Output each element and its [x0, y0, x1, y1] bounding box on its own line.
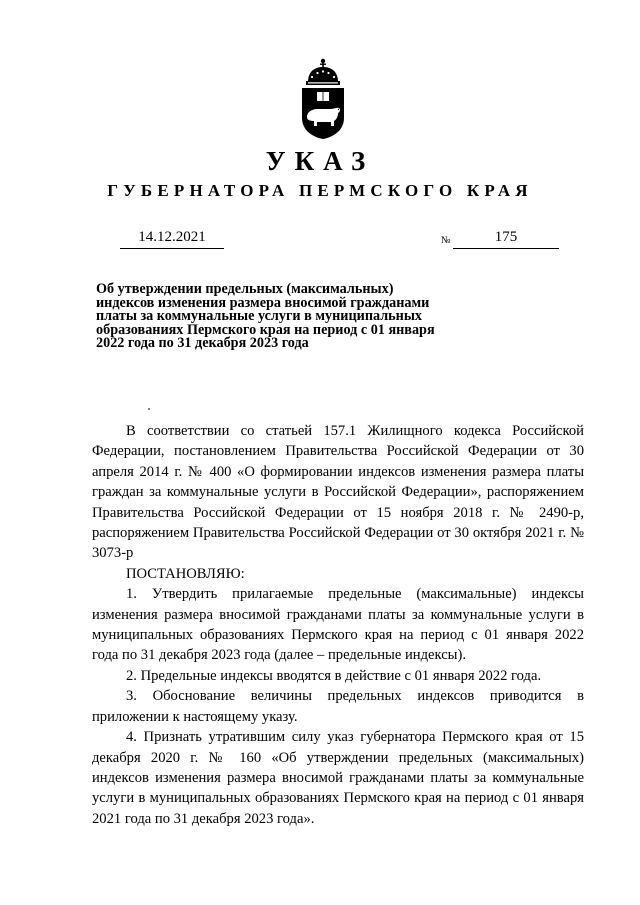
resolve-heading: ПОСТАНОВЛЯЮ: [126, 565, 245, 582]
list-item: 1. Утвердить прилагаемые предельные (максимальные) индексы изменения размера вносимой гражданами платы за коммунальные услуги в муниципальных образованиях Пермского края на период с 01 января 2022 года по 31 декабря 2023 года (далее – предельные индексы). [92, 586, 584, 664]
list-item: 2. Предельные индексы вводятся в действие с 01 января 2022 года. [126, 667, 542, 684]
issuer-subtitle: ГУБЕРНАТОРА ПЕРМСКОГО КРАЯ [107, 181, 533, 200]
document-heading: Об утверждении предельных (максимальных) индексов изменения размера вносимой гражданами платы за коммунальные услуги в муниципальных образованиях Пермского края на период с 01 января 2022 года по 31 декабря 2023 года [96, 281, 435, 352]
preamble-paragraph: В соответствии со статьей 157.1 Жилищного кодекса Российской Федерации, постановлением Правительства Российской Федерации от 30 апреля 2014 г. № 400 «О формировании индексов изменения размера платы граждан за коммунальные услуги в Российской Федерации», распоряжением Правительства Российской Федерации от 15 ноября 2018 г. № 2490-р, распоряжением Правительства Российской Федерации от 30 октября 2021 г. № 3073-р [92, 423, 584, 562]
coat-of-arms-icon [294, 58, 352, 140]
decree-date: 14.12.2021 [120, 228, 224, 249]
list-item: 3. Обоснование величины предельных индексов приводится в приложении к настоящему указу. [92, 688, 584, 725]
decree-body [92, 421, 584, 829]
list-item: 4. Признать утратившим силу указ губернатора Пермского края от 15 декабря 2020 г. № 160 «Об утверждении предельных (максимальных) индексов изменения размера вносимой гражданами платы за коммунальные услуги в муниципальных образованиях Пермского края на период с 01 января 2021 года по 31 декабря 2023 года». [92, 729, 584, 827]
decree-title: УКАЗ [265, 146, 375, 176]
decree-number: 175 [453, 228, 559, 249]
scan-speck [148, 408, 150, 410]
number-sign-label: № [441, 235, 451, 246]
